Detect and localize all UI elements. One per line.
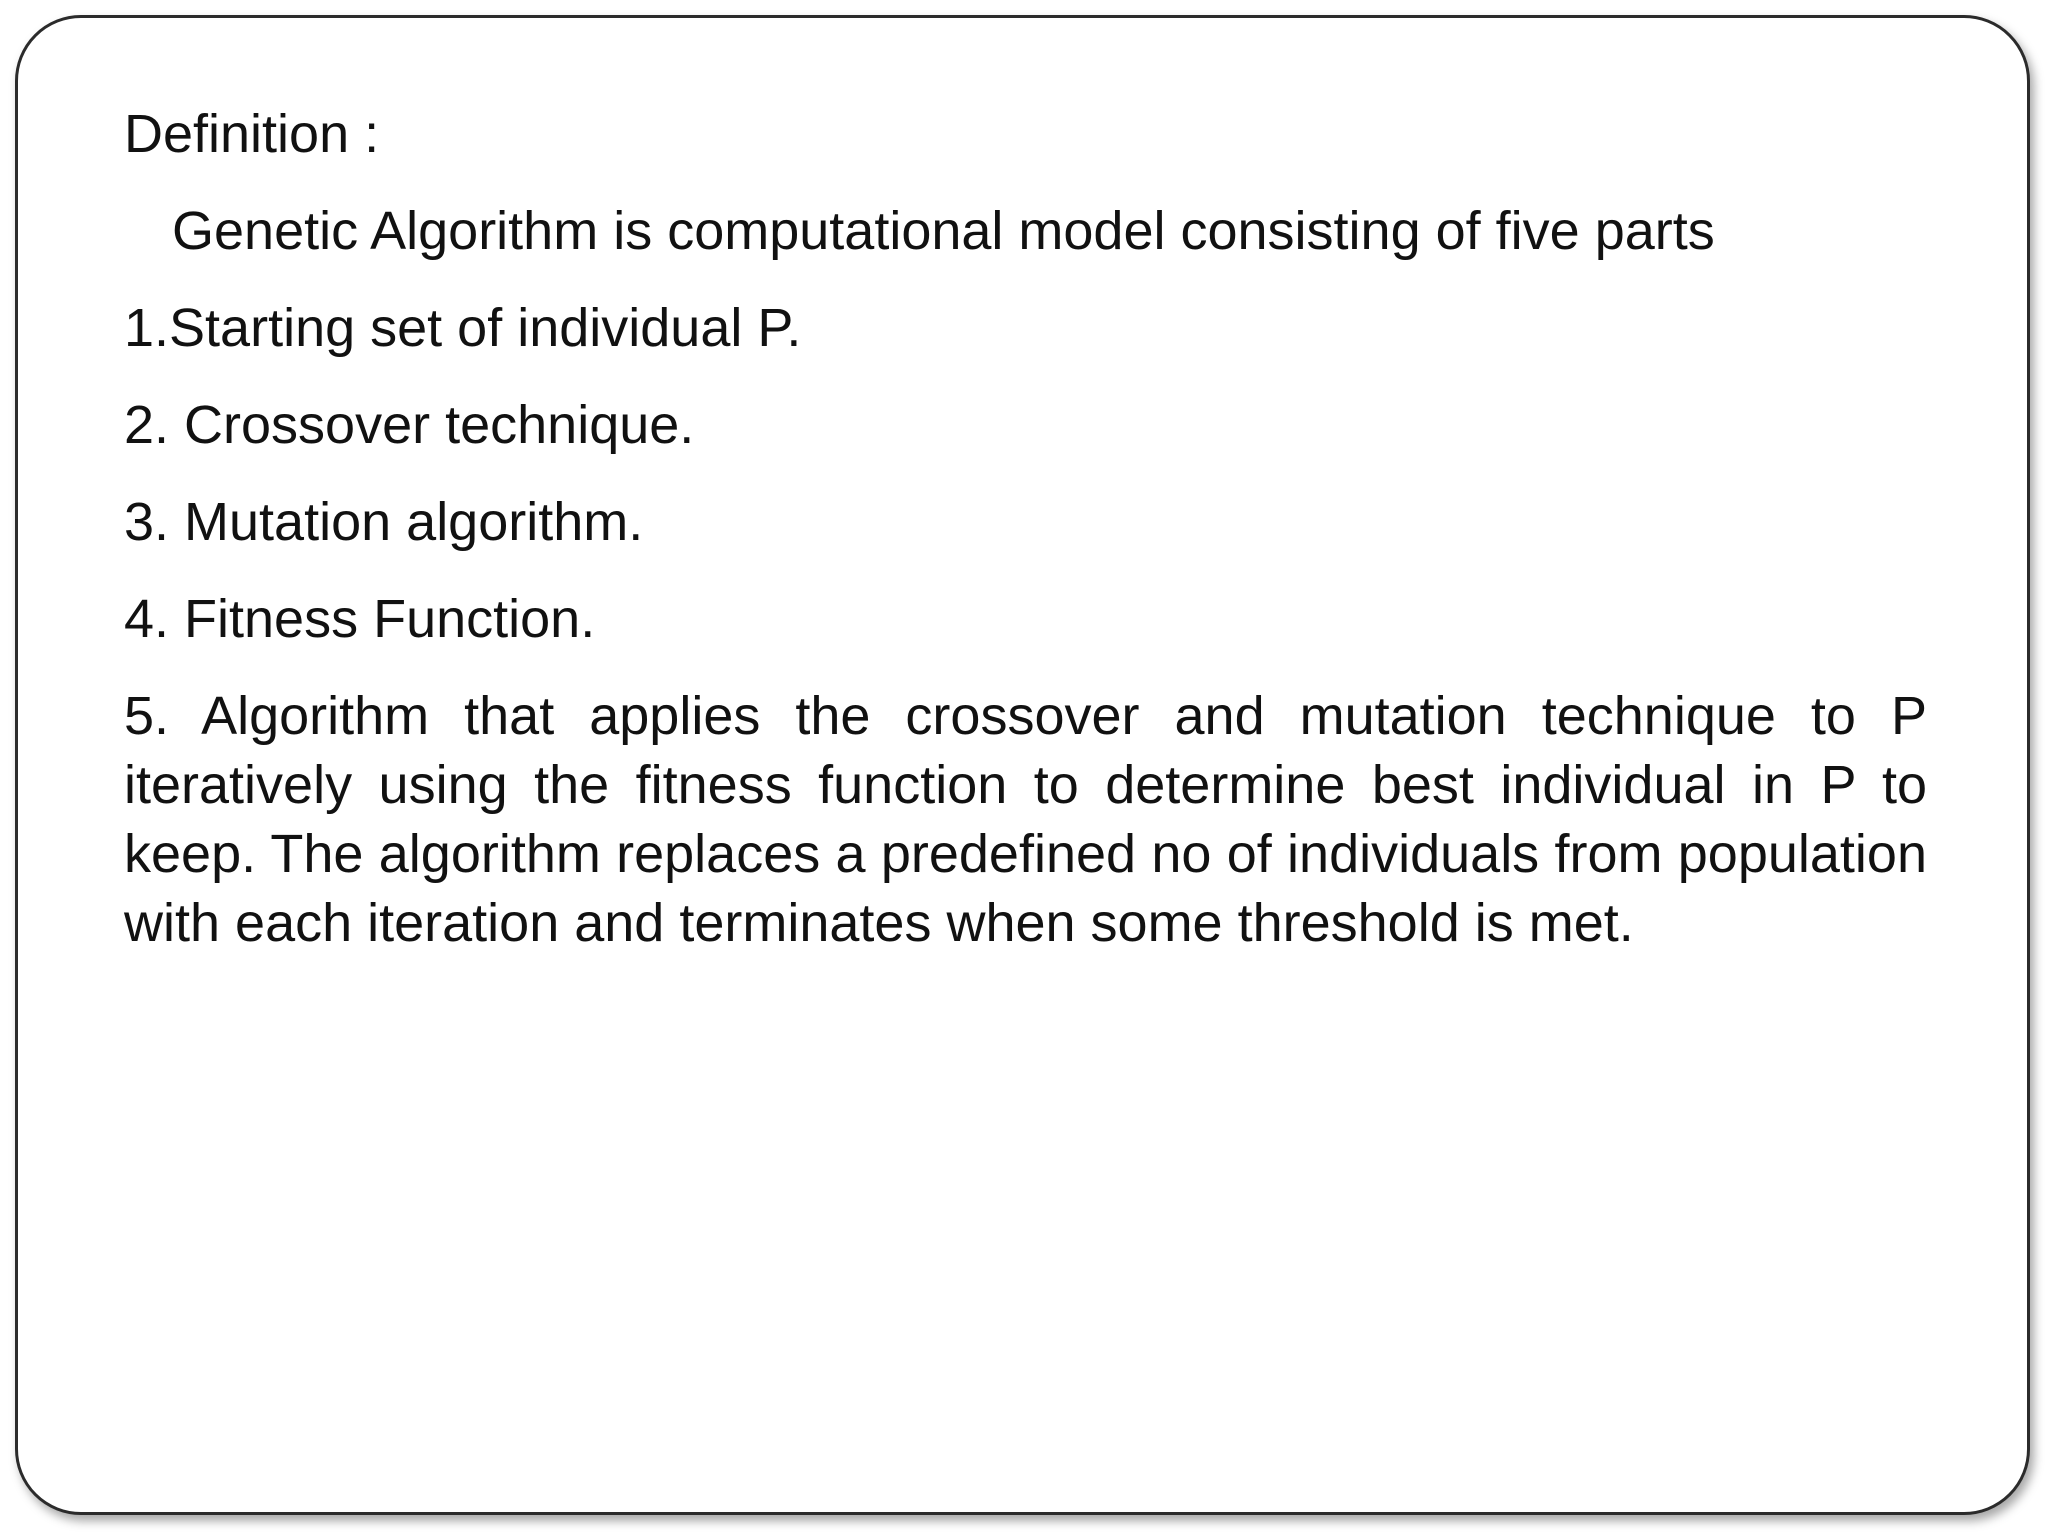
list-item: 1.Starting set of individual P. [124,298,802,358]
list-item: 4. Fitness Function. [124,589,596,649]
slide-content [124,100,1927,958]
list-item: 2. Crossover technique. [124,395,695,455]
intro-text: Genetic Algorithm is computational model consisting of five parts [172,201,1715,261]
list-item-final-paragraph: 5. Algorithm that applies the crossover and mutation technique to P iteratively using the fitness function to determine best individual in P to keep. The algorithm replaces a predefined no of individuals from population with each iteration and terminates when some threshold is met. [124,686,1927,953]
definition-heading: Definition : [124,104,380,164]
list-item: 3. Mutation algorithm. [124,492,644,552]
slide-frame [15,15,2030,1515]
